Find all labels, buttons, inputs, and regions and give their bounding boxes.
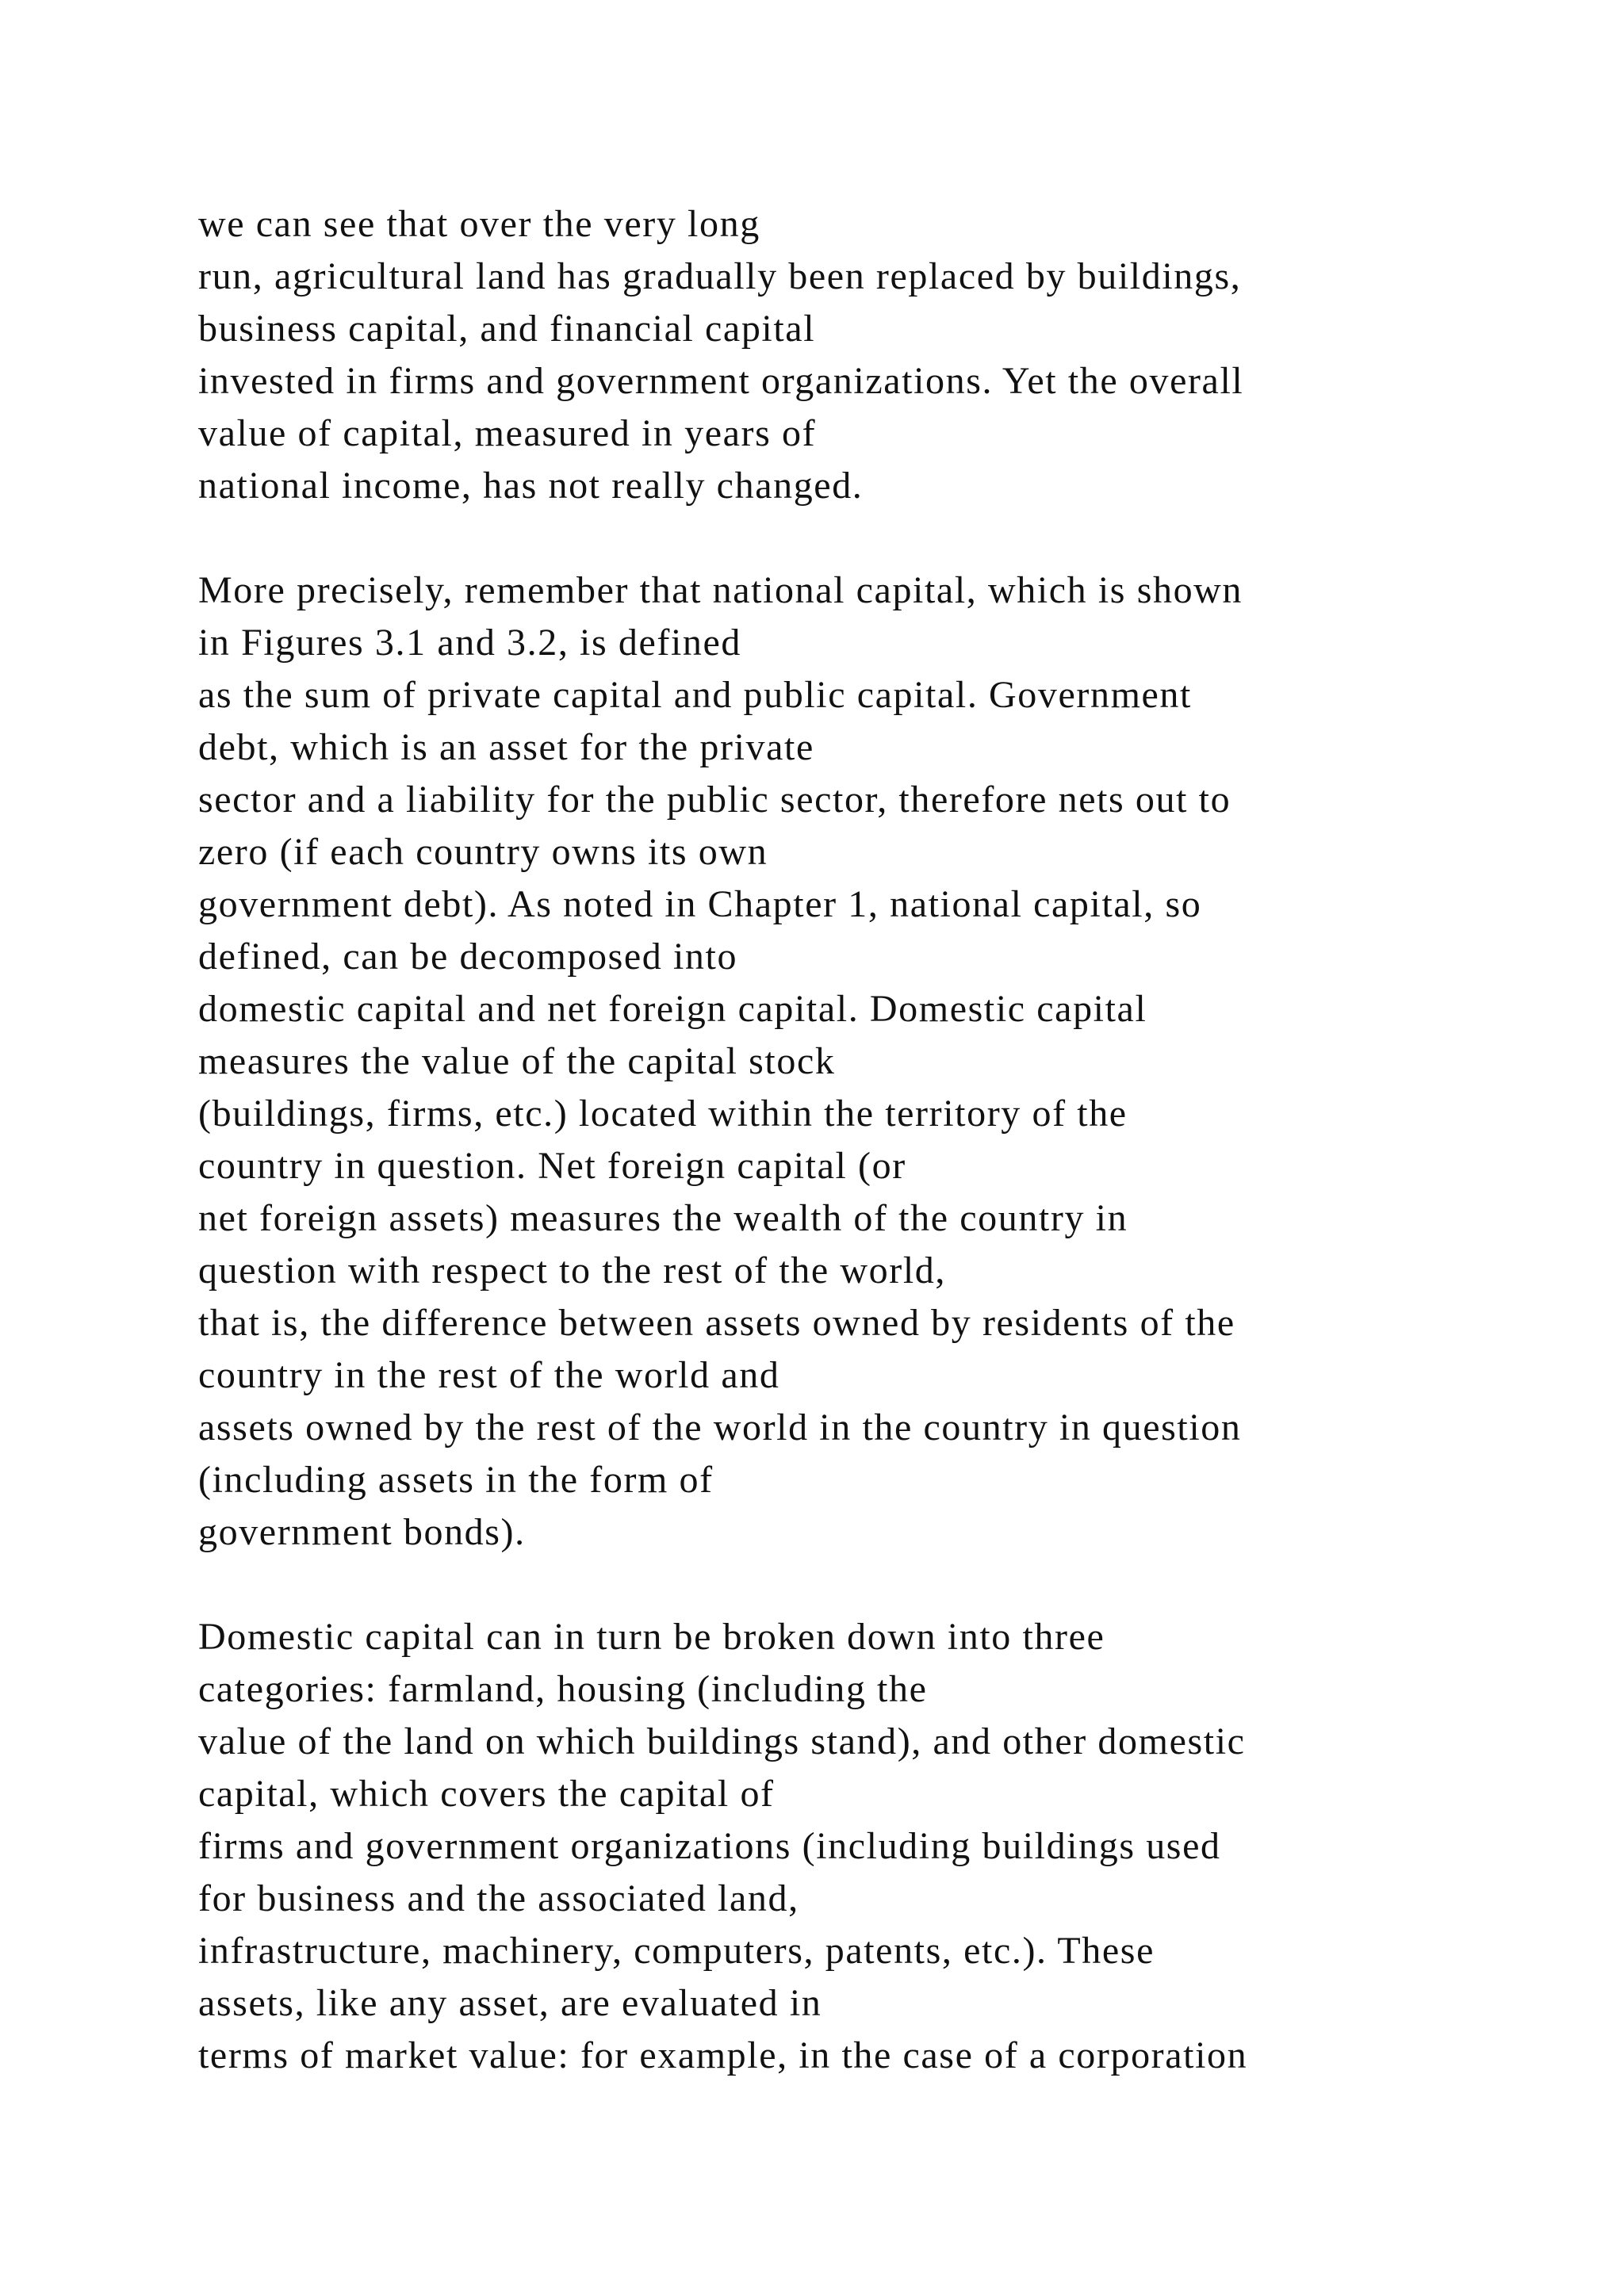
text-line: as the sum of private capital and public capital. Government (198, 674, 1192, 716)
text-line: domestic capital and net foreign capital. Domestic capital (198, 988, 1147, 1030)
text-line: national income, has not really changed. (198, 465, 864, 507)
paragraph-1 (198, 198, 1435, 512)
text-line: government bonds). (198, 1511, 526, 1553)
text-line: Domestic capital can in turn be broken down into three (198, 1616, 1105, 1658)
text-line: business capital, and financial capital (198, 308, 816, 350)
text-line: defined, can be decomposed into (198, 936, 738, 978)
text-line: assets, like any asset, are evaluated in (198, 1982, 822, 2024)
text-line: capital, which covers the capital of (198, 1773, 775, 1815)
text-line: country in question. Net foreign capital (or (198, 1145, 906, 1187)
text-line: firms and government organizations (including buildings used (198, 1825, 1221, 1867)
text-line: zero (if each country owns its own (198, 831, 768, 873)
text-line: government debt). As noted in Chapter 1, national capital, so (198, 883, 1202, 925)
text-line: More precisely, remember that national capital, which is shown (198, 569, 1243, 611)
text-line: value of capital, measured in years of (198, 412, 817, 454)
text-line: sector and a liability for the public sector, therefore nets out to (198, 779, 1231, 821)
text-line: value of the land on which buildings stand), and other domestic (198, 1720, 1246, 1762)
text-line: terms of market value: for example, in the case of a corporation (198, 2034, 1248, 2076)
paragraph-3 (198, 1611, 1435, 2082)
text-line: country in the rest of the world and (198, 1354, 780, 1396)
document-text-body (198, 198, 1435, 2134)
text-line: infrastructure, machinery, computers, patents, etc.). These (198, 1930, 1155, 1972)
text-line: in Figures 3.1 and 3.2, is defined (198, 622, 741, 664)
text-line: invested in firms and government organizations. Yet the overall (198, 360, 1244, 402)
paragraph-2 (198, 564, 1435, 1559)
text-line: (buildings, firms, etc.) located within the territory of the (198, 1093, 1128, 1135)
text-line: measures the value of the capital stock (198, 1040, 836, 1082)
text-line: assets owned by the rest of the world in the country in question (198, 1406, 1242, 1448)
text-line: for business and the associated land, (198, 1877, 799, 1919)
text-line: (including assets in the form of (198, 1459, 714, 1501)
text-line: question with respect to the rest of the world, (198, 1249, 946, 1292)
text-line: debt, which is an asset for the private (198, 726, 814, 768)
text-line: net foreign assets) measures the wealth of the country in (198, 1197, 1128, 1239)
text-line: run, agricultural land has gradually been replaced by buildings, (198, 255, 1242, 297)
text-line: we can see that over the very long (198, 203, 760, 245)
text-line: categories: farmland, housing (including the (198, 1668, 928, 1710)
text-line: that is, the difference between assets owned by residents of the (198, 1302, 1235, 1344)
